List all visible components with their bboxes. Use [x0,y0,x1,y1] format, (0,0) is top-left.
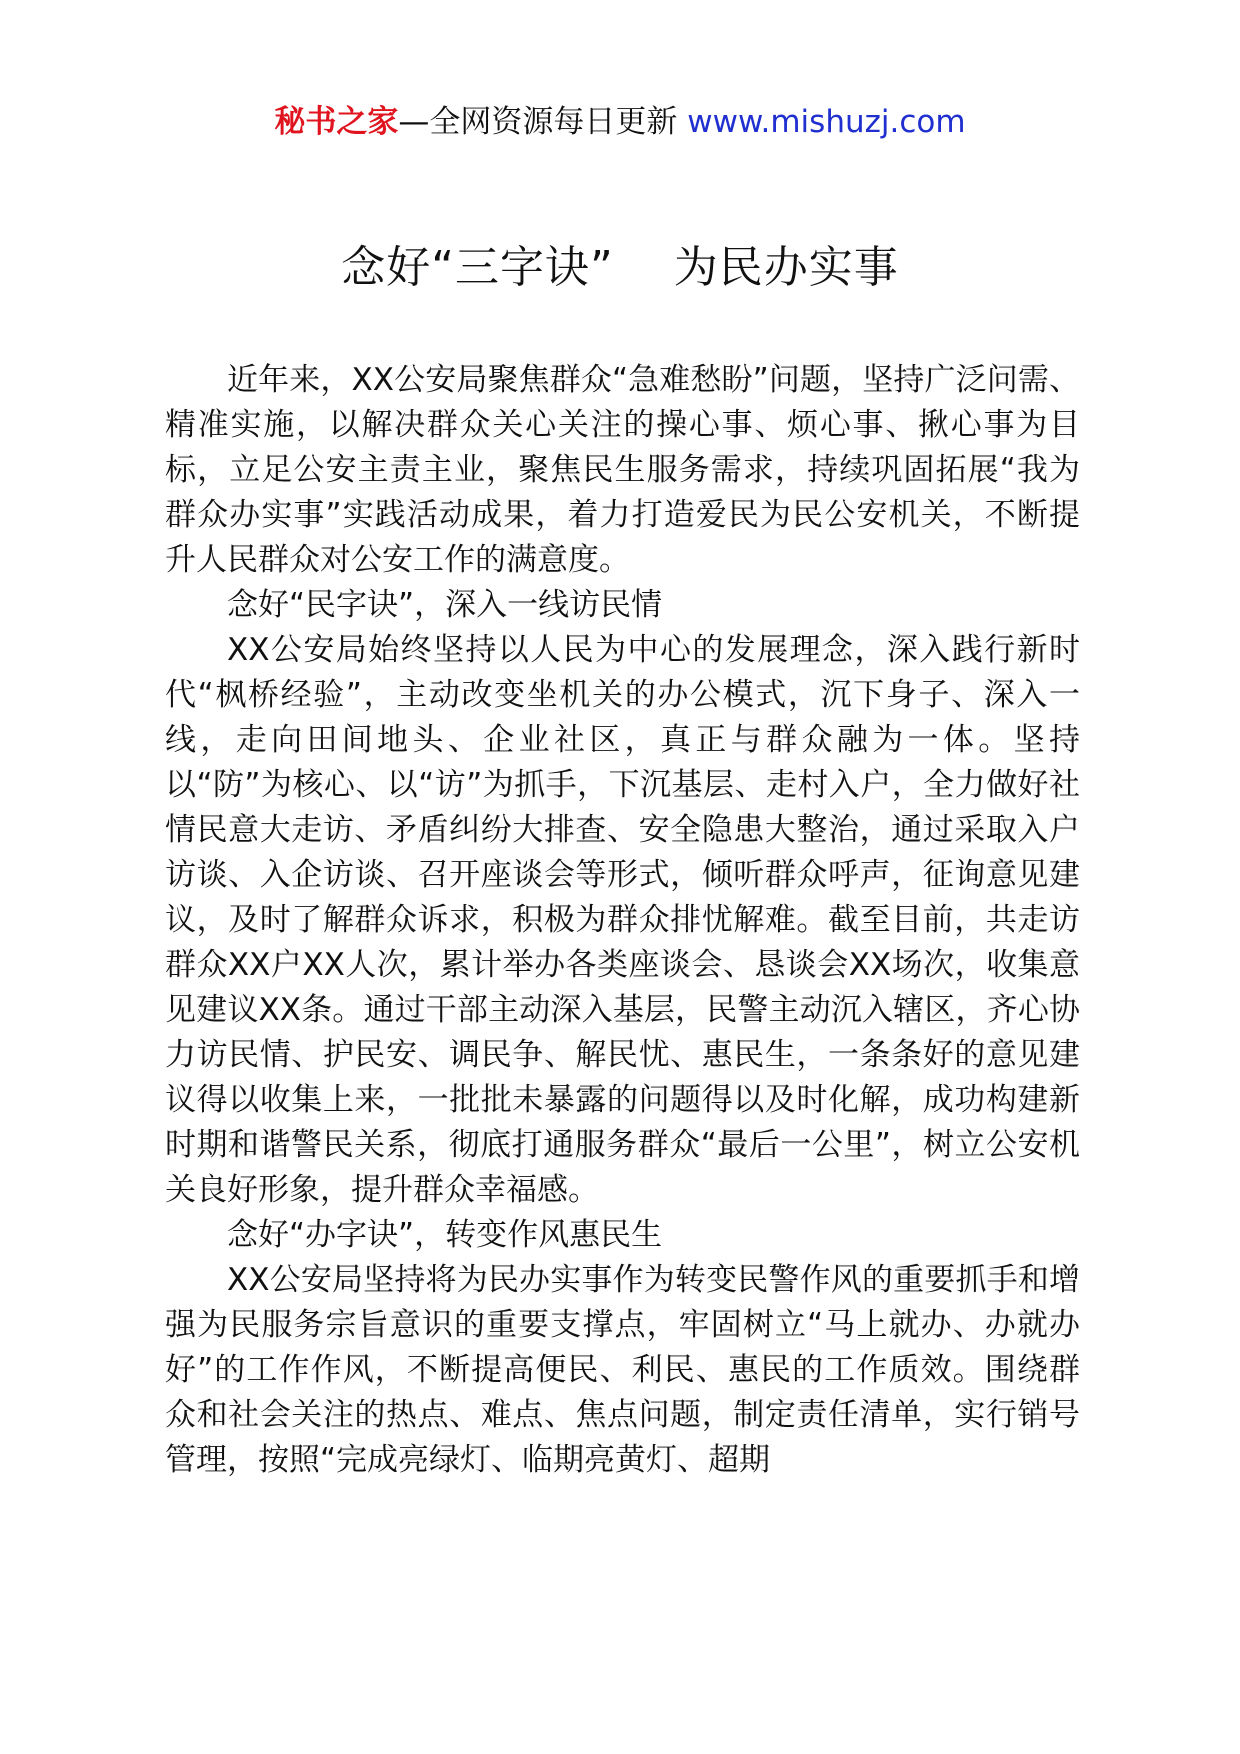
section-heading-2: 念好“办字诀”，转变作风惠民生 [227,1217,663,1253]
paragraph-intro: 近年来，XX公安局聚焦群众“急难愁盼”问题，坚持广泛问需、精准实施，以解决群众关心关注的操心事、烦心事、揪心事为目标，立足公安主责主业，聚焦民生服务需求，持续巩固拓展“我为群众办实事”实践活动成果，着力打造爱民为民公安机关，不断提升人民群众对公安工作的满意度。 [165,362,1080,578]
paragraph-section-2: XX公安局坚持将为民办实事作为转变民警作风的重要抓手和增强为民服务宗旨意识的重要支撑点，牢固树立“马上就办、办就办好”的工作作风，不断提高便民、利民、惠民的工作质效。围绕群众和社会关注的热点、难点、焦点问题，制定责任清单，实行销号管理，按照“完成亮绿灯、临期亮黄灯、超期 [165,1262,1080,1478]
brand-name: 秘书之家 [274,104,399,140]
header-slogan: —全网资源每日更新 [398,104,678,140]
title-part-2: 为民办实事 [673,242,899,293]
page-header [0,100,1240,144]
section-heading-1: 念好“民字诀”，深入一线访民情 [227,587,663,623]
document-title [0,238,1240,298]
website-link[interactable]: www.mishuzj.com [687,104,966,140]
document-body [165,358,1080,1483]
paragraph-section-1: XX公安局始终坚持以人民为中心的发展理念，深入践行新时代“枫桥经验”，主动改变坐机关的办公模式，沉下身子、深入一线，走向田间地头、企业社区，真正与群众融为一体。坚持以“防”为核心、以“访”为抓手，下沉基层、走村入户，全力做好社情民意大走访、矛盾纠纷大排查、安全隐患大整治，通过采取入户访谈、入企访谈、召开座谈会等形式，倾听群众呼声，征询意见建议，及时了解群众诉求，积极为群众排忧解难。截至目前，共走访群众XX户XX人次，累计举办各类座谈会、恳谈会XX场次，收集意见建议XX条。通过干部主动深入基层，民警主动沉入辖区，齐心协力访民情、护民安、调民争、解民忧、惠民生，一条条好的意见建议得以收集上来，一批批未暴露的问题得以及时化解，成功构建新时期和谐警民关系，彻底打通服务群众“最后一公里”，树立公安机关良好形象，提升群众幸福感。 [165,632,1080,1208]
title-part-1: 念好“三字诀” [341,242,614,293]
